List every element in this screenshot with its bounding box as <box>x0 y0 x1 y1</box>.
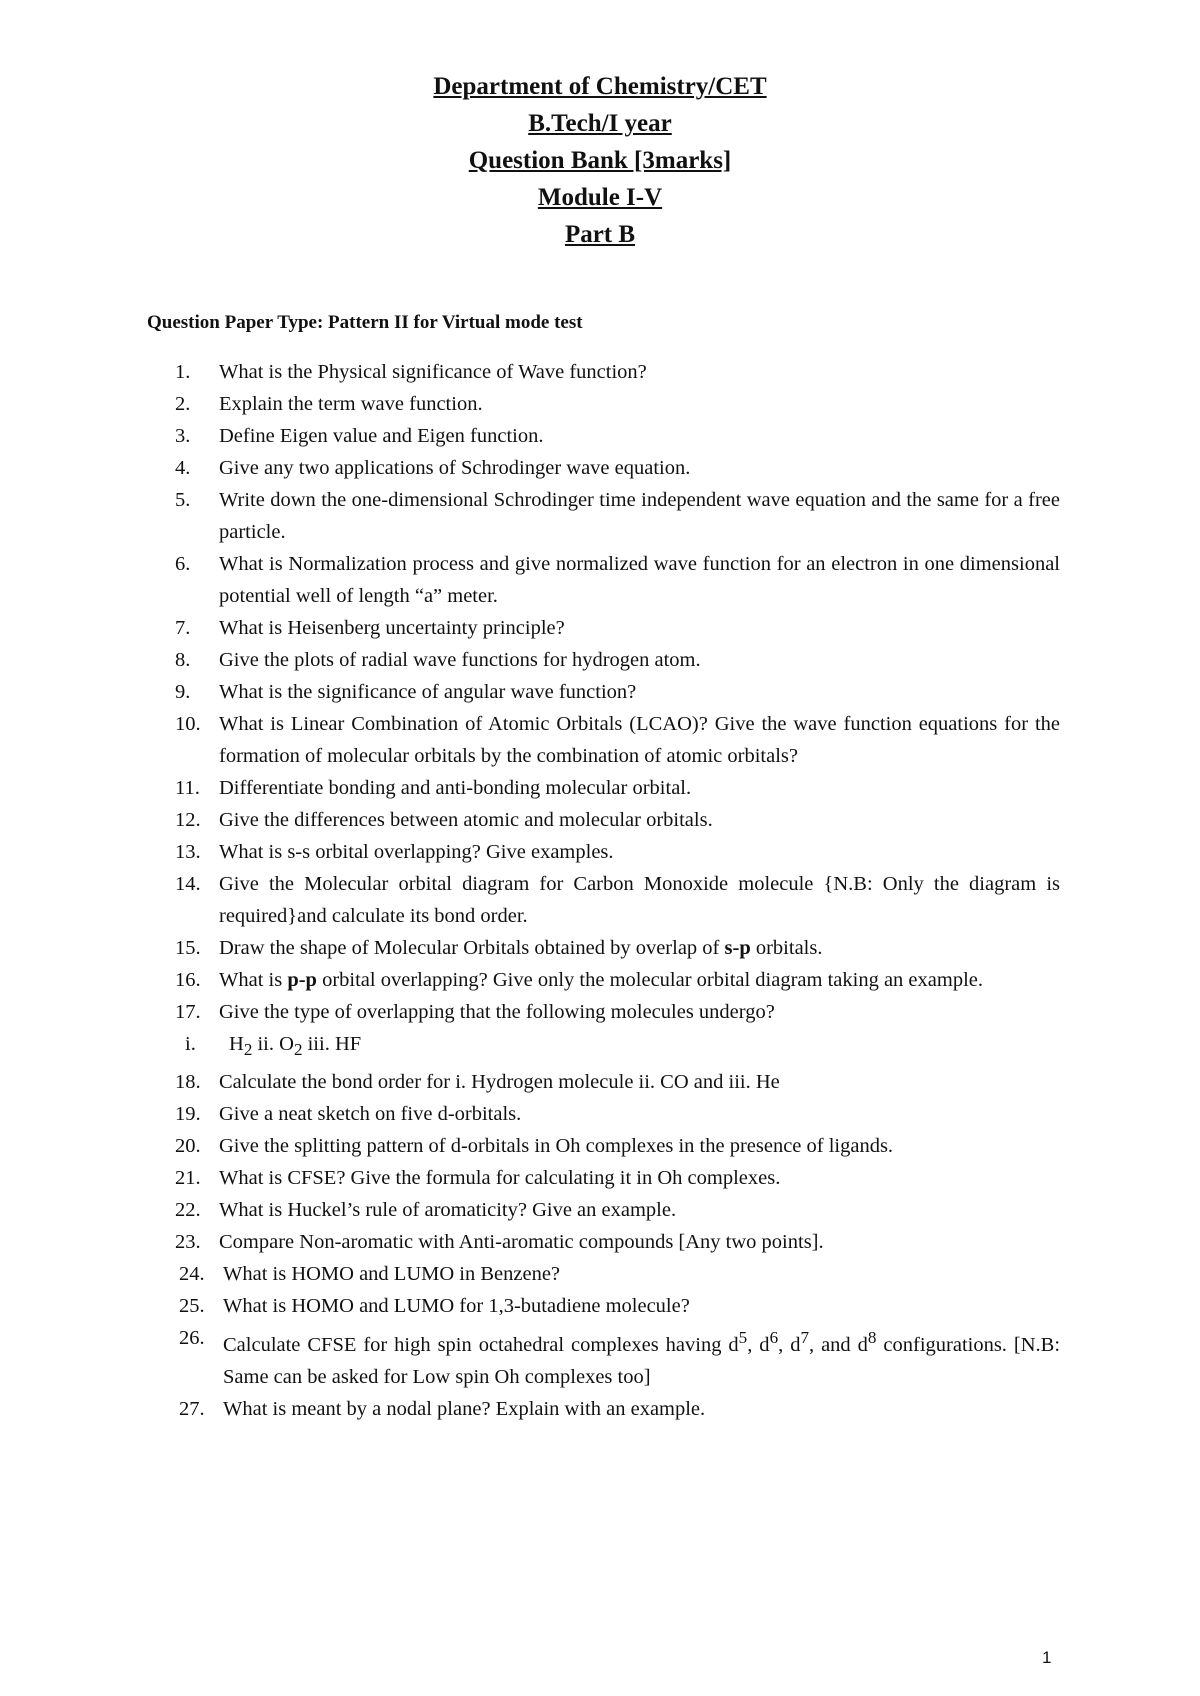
list-item <box>175 452 1060 484</box>
question-text: What is HOMO and LUMO for 1,3-butadiene molecule? <box>223 1295 690 1318</box>
question-text <box>219 932 1060 964</box>
list-item <box>175 964 1060 996</box>
question-text: Give the Molecular orbital diagram for Carbon Monoxide molecule {N.B: Only the diagram is required}and calculate its bond order. <box>219 873 1060 927</box>
list-item <box>175 676 1060 708</box>
list-item <box>175 932 1060 964</box>
question-number: 21. <box>175 1167 201 1190</box>
module-title: Module I-V <box>537 184 663 211</box>
question-text: Give the splitting pattern of d-orbitals in Oh complexes in the presence of ligands. <box>219 1135 894 1158</box>
question-text: Differentiate bonding and anti-bonding molecular orbital. <box>219 777 692 799</box>
list-item <box>175 772 1060 804</box>
sub-item-number: i. <box>185 1033 196 1055</box>
list-item <box>175 612 1060 644</box>
question-number: 2. <box>175 393 191 415</box>
text-run: ii. O <box>252 1033 294 1055</box>
orbital-label: s-p <box>724 937 751 959</box>
text-run: configurations. [N.B: Same can be asked for Low spin Oh complexes too] <box>223 1333 1061 1388</box>
question-number: 27. <box>179 1397 205 1420</box>
superscript: 6 <box>769 1328 779 1348</box>
text-run: H <box>229 1033 244 1055</box>
molecule-list <box>229 1028 1060 1066</box>
page-number: 1 <box>1042 1648 1052 1667</box>
list-item <box>175 836 1060 868</box>
text-run: Calculate CFSE for high spin octahedral complexes having d <box>223 1333 739 1356</box>
orbital-label: p-p <box>287 969 317 991</box>
list-item <box>175 388 1060 420</box>
list-item <box>175 1098 1060 1130</box>
list-item <box>175 644 1060 676</box>
list-item <box>175 1393 1060 1425</box>
question-list <box>175 356 1060 1425</box>
question-text: Give the type of overlapping that the following molecules undergo? <box>219 1001 775 1023</box>
question-number: 19. <box>175 1103 201 1126</box>
question-text: Compare Non-aromatic with Anti-aromatic compounds [Any two points]. <box>219 1231 824 1254</box>
question-text: What is meant by a nodal plane? Explain with an example. <box>223 1397 706 1420</box>
list-item <box>175 356 1060 388</box>
list-item <box>175 1258 1060 1290</box>
question-text: What is s-s orbital overlapping? Give examples. <box>219 841 614 863</box>
text-run: Draw the shape of Molecular Orbitals obtained by overlap of <box>219 937 725 959</box>
question-number: 16. <box>175 969 201 991</box>
question-number: 9. <box>175 681 191 703</box>
part-title: Part B <box>564 221 636 248</box>
question-number: 13. <box>175 841 201 863</box>
question-text: Give the plots of radial wave functions for hydrogen atom. <box>219 649 701 671</box>
text-run: , and d <box>809 1333 868 1356</box>
department-title: Department of Chemistry/CET <box>433 73 767 100</box>
list-item <box>175 484 1060 548</box>
question-text: What is Heisenberg uncertainty principle? <box>219 617 565 639</box>
list-item <box>175 1322 1060 1393</box>
question-text: What is CFSE? Give the formula for calculating it in Oh complexes. <box>219 1167 781 1190</box>
course-title: B.Tech/I year <box>528 110 672 137</box>
question-number: 17. <box>175 1001 201 1023</box>
question-text: Explain the term wave function. <box>219 393 483 415</box>
question-text: What is Huckel’s rule of aromaticity? Give an example. <box>219 1199 677 1222</box>
question-number: 12. <box>175 809 201 831</box>
text-run: , d <box>778 1333 801 1356</box>
question-text: Write down the one-dimensional Schrodinger time independent wave equation and the same for a free particle. <box>219 489 1060 543</box>
question-number: 25. <box>179 1295 205 1318</box>
list-item <box>175 420 1060 452</box>
list-item <box>175 1130 1060 1162</box>
question-number: 10. <box>175 713 201 735</box>
question-text <box>219 964 1060 996</box>
question-text: What is Linear Combination of Atomic Orbitals (LCAO)? Give the wave function equations for the formation of molecular orbitals by the combination of atomic orbitals? <box>219 713 1060 767</box>
question-number: 15. <box>175 937 201 959</box>
question-text: What is Normalization process and give normalized wave function for an electron in one dimensional potential well of length “a” meter. <box>219 553 1060 607</box>
question-number: 4. <box>175 457 191 479</box>
superscript: 7 <box>800 1328 809 1348</box>
question-text: What is the significance of angular wave function? <box>219 681 637 703</box>
question-number: 20. <box>175 1135 201 1158</box>
question-bank-title: Question Bank [3marks] <box>468 147 732 174</box>
text-run: orbital overlapping? Give only the molecular orbital diagram taking an example. <box>316 969 983 991</box>
question-number: 11. <box>175 777 200 799</box>
question-number: 3. <box>175 425 191 447</box>
question-text: What is HOMO and LUMO in Benzene? <box>223 1263 561 1286</box>
question-text: Give any two applications of Schrodinger wave equation. <box>219 457 691 479</box>
question-number: 8. <box>175 649 191 671</box>
question-text <box>223 1322 1060 1393</box>
document-header <box>0 68 1200 253</box>
question-number: 5. <box>175 489 191 511</box>
question-text: Define Eigen value and Eigen function. <box>219 425 544 447</box>
question-number: 23. <box>175 1231 201 1254</box>
list-item <box>175 1194 1060 1226</box>
list-item <box>175 1226 1060 1258</box>
question-text: Give the differences between atomic and molecular orbitals. <box>219 809 713 831</box>
question-number: 14. <box>175 873 201 895</box>
list-item <box>175 868 1060 932</box>
question-number: 6. <box>175 553 191 575</box>
question-number: 7. <box>175 617 191 639</box>
paper-type-label: Question Paper Type: Pattern II for Virtual mode test <box>147 312 583 333</box>
question-text: Give a neat sketch on five d-orbitals. <box>219 1103 522 1126</box>
list-item <box>175 804 1060 836</box>
text-run: iii. HF <box>302 1033 362 1055</box>
question-text: Calculate the bond order for i. Hydrogen molecule ii. CO and iii. He <box>219 1071 780 1094</box>
superscript: 8 <box>867 1328 877 1348</box>
question-number: 18. <box>175 1071 201 1094</box>
superscript: 5 <box>738 1328 748 1348</box>
list-item <box>175 548 1060 612</box>
list-item <box>175 708 1060 772</box>
subscript: 2 <box>243 1040 253 1060</box>
list-sub-item <box>175 1028 1060 1066</box>
question-number: 1. <box>175 361 191 383</box>
text-run: What is <box>219 969 288 991</box>
list-item <box>175 1162 1060 1194</box>
list-item <box>175 1290 1060 1322</box>
list-item <box>175 996 1060 1028</box>
question-number: 22. <box>175 1199 201 1222</box>
list-item <box>175 1066 1060 1098</box>
question-text: What is the Physical significance of Wave function? <box>219 361 647 383</box>
question-number: 26. <box>179 1327 205 1350</box>
text-run: orbitals. <box>750 937 823 959</box>
text-run: , d <box>747 1333 770 1356</box>
subscript: 2 <box>293 1040 303 1060</box>
question-number: 24. <box>179 1263 205 1286</box>
